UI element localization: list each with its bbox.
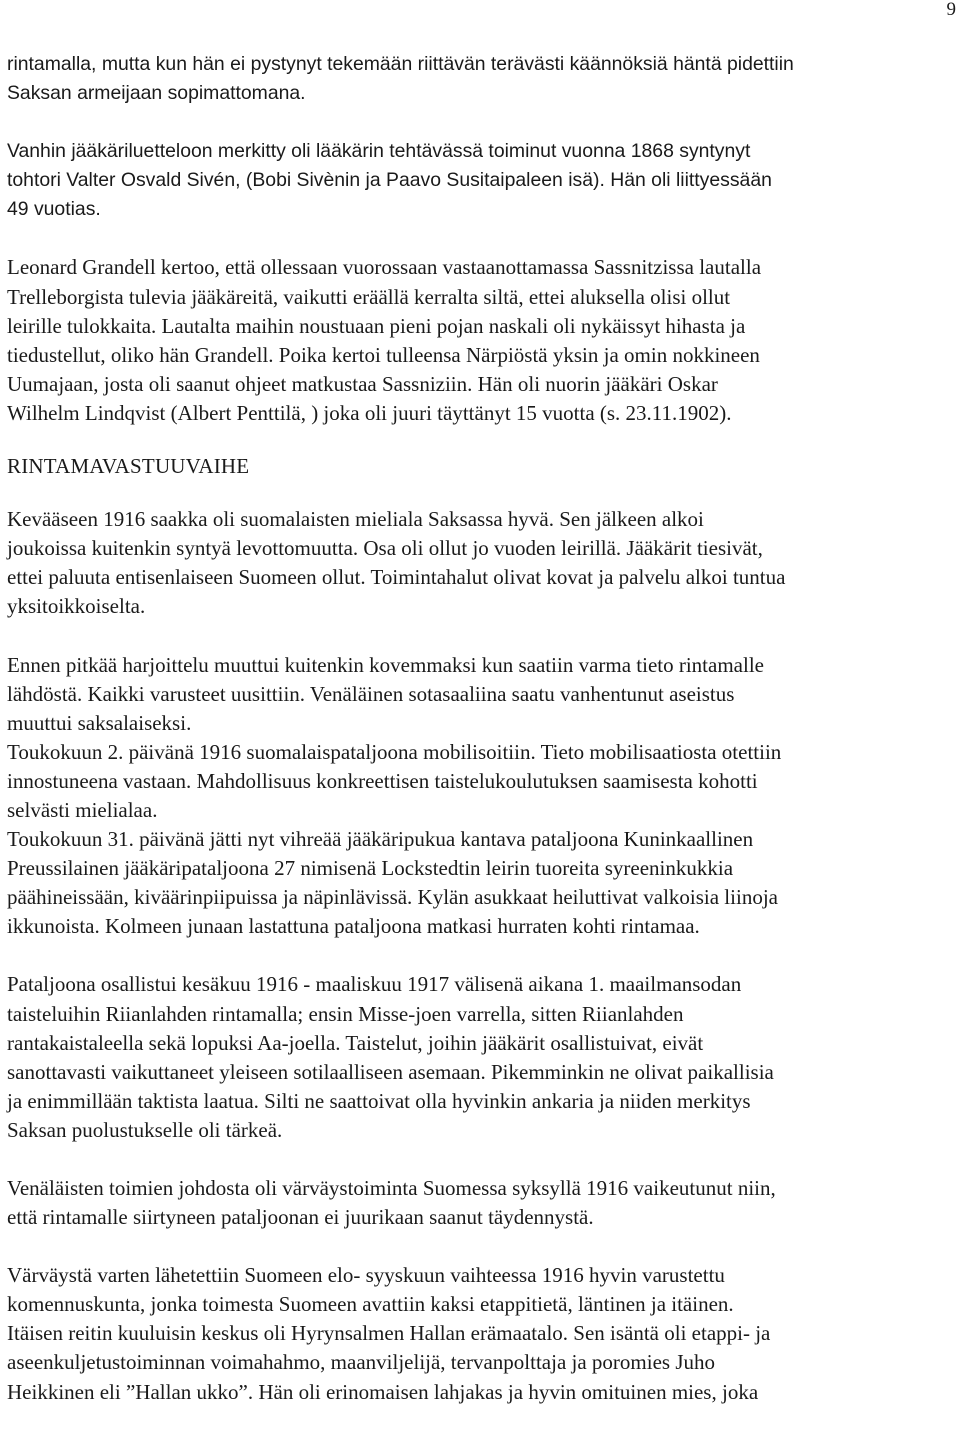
text-line: sanottavasti vaikuttaneet yleiseen sotilaalliseen asemaan. Pikemminkin ne olivat paikallisia xyxy=(7,1059,774,1084)
text-line: Uumajaan, josta oli saanut ohjeet matkustaa Sassniziin. Hän oli nuorin jääkäri Oskar xyxy=(7,371,718,396)
text-line: Wilhelm Lindqvist (Albert Penttilä, ) joka oli juuri täyttänyt 15 vuotta (s. 23.11.1902). xyxy=(7,400,732,425)
text-line: leirille tulokkaita. Lautalta maihin noustuaan pieni pojan naskali oli nykäissyt hihasta ja xyxy=(7,313,746,338)
text-line: Itäisen reitin kuuluisin keskus oli Hyrynsalmen Hallan erämaatalo. Sen isäntä oli etappi- ja xyxy=(7,1321,771,1346)
heading-text: RINTAMAVASTUUVAIHE xyxy=(7,454,250,479)
section-heading xyxy=(7,452,957,481)
paragraph-p6 xyxy=(7,970,957,1145)
text-line: aseenkuljetustoiminnan voimahahmo, maanviljelijä, tervanpolttaja ja poromies Juho xyxy=(7,1350,715,1375)
text-line: rantakaistaleella sekä lopuksi Aa-joella. Taistelut, joihin jääkärit osallistuivat, eivät xyxy=(7,1030,704,1055)
text-line: tiedustellut, oliko hän Grandell. Poika kertoi tulleensa Närpiöstä yksin ja omin nokkineen xyxy=(7,342,760,367)
text-line: Toukokuun 31. päivänä jätti nyt vihreää jääkäripukua kantava pataljoona Kuninkaallinen xyxy=(7,827,754,852)
document-body xyxy=(7,50,957,1407)
text-line: Trelleborgista tulevia jääkäreitä, vaikutti eräällä kerralta siltä, ettei aluksella olisi ollut xyxy=(7,284,731,309)
text-line: rintamalla, mutta kun hän ei pystynyt tekemään riittävän terävästi käännöksiä häntä pidettiin xyxy=(7,53,794,75)
text-line: ja enimmillään taktista laatua. Silti ne saattoivat olla hyvinkin ankaria ja niiden merkitys xyxy=(7,1088,751,1113)
text-line: 49 vuotias. xyxy=(7,198,101,221)
text-line: taisteluihin Riianlahden rintamalla; ensin Misse-joen varrella, sitten Riianlahden xyxy=(7,1001,684,1026)
text-line: Leonard Grandell kertoo, että ollessaan vuorossaan vastaanottamassa Sassnitzissa lautalla xyxy=(7,255,762,280)
page-number: 9 xyxy=(946,0,956,20)
text-line: että rintamalle siirtyneen pataljoonan ei juurikaan saanut täydennystä. xyxy=(7,1205,594,1230)
paragraph-p7 xyxy=(7,1174,957,1232)
paragraph-p2 xyxy=(7,137,957,224)
text-line: Saksan armeijaan sopimattomana. xyxy=(7,82,306,105)
text-line: ettei paluuta entisenlaiseen Suomeen ollut. Toimintahalut olivat kovat ja palvelu alkoi tuntua xyxy=(7,565,786,590)
paragraph-p5 xyxy=(7,651,957,942)
text-line: Ennen pitkää harjoittelu muuttui kuitenkin kovemmaksi kun saatiin varma tieto rintamalle xyxy=(7,652,764,677)
paragraph-p3 xyxy=(7,253,957,428)
text-line: yksitoikkoiselta. xyxy=(7,594,146,619)
text-line: muuttui saksalaiseksi. xyxy=(7,710,192,735)
text-line: selvästi mielialaa. xyxy=(7,797,158,822)
paragraph-p4 xyxy=(7,505,957,621)
text-line: Heikkinen eli ”Hallan ukko”. Hän oli erinomaisen lahjakas ja hyvin omituinen mies, joka xyxy=(7,1379,759,1404)
text-line: Preussilainen jääkäripataljoona 27 nimisenä Lockstedtin leirin tuoreita syreeninkukkia xyxy=(7,856,734,881)
text-line: joukoissa kuitenkin syntyä levottomuutta. Osa oli ollut jo vuoden leirillä. Jääkärit tiesivät, xyxy=(7,536,763,561)
text-line: komennuskunta, jonka toimesta Suomeen avattiin kaksi etappitietä, läntinen ja itäinen. xyxy=(7,1292,734,1317)
text-line: innostuneena vastaan. Mahdollisuus konkreettisen taistelukoulutuksen saamisesta kohotti xyxy=(7,768,758,793)
text-line: päähineissään, kiväärinpiipuissa ja näpinlävissä. Kylän asukkaat heiluttivat valkoisia liinoja xyxy=(7,885,778,910)
paragraph-p8 xyxy=(7,1261,957,1406)
paragraph-p1 xyxy=(7,50,957,108)
text-line: Kevääseen 1916 saakka oli suomalaisten mieliala Saksassa hyvä. Sen jälkeen alkoi xyxy=(7,507,704,532)
text-line: Värväystä varten lähetettiin Suomeen elo- syyskuun vaihteessa 1916 hyvin varustettu xyxy=(7,1263,725,1288)
text-line: Venäläisten toimien johdosta oli värväystoiminta Suomessa syksyllä 1916 vaikeutunut niin, xyxy=(7,1176,776,1200)
text-line: lähdöstä. Kaikki varusteet uusittiin. Venäläinen sotasaaliina saatu vanhentunut aseistus xyxy=(7,681,735,706)
text-line: Vanhin jääkäriluetteloon merkitty oli lääkärin tehtävässä toiminut vuonna 1868 syntynyt xyxy=(7,140,751,163)
text-line: Toukokuun 2. päivänä 1916 suomalaispataljoona mobilisoitiin. Tieto mobilisaatiosta otettiin xyxy=(7,739,782,764)
text-line: Pataljoona osallistui kesäkuu 1916 - maaliskuu 1917 välisenä aikana 1. maailmansodan xyxy=(7,972,742,997)
text-line: tohtori Valter Osvald Sivén, (Bobi Sivènin ja Paavo Susitaipaleen isä). Hän oli liittyessään xyxy=(7,169,772,192)
text-line: ikkunoista. Kolmeen junaan lastattuna pataljoona matkasi hurraten kohti rintamaa. xyxy=(7,914,700,939)
text-line: Saksan puolustukselle oli tärkeä. xyxy=(7,1117,283,1142)
